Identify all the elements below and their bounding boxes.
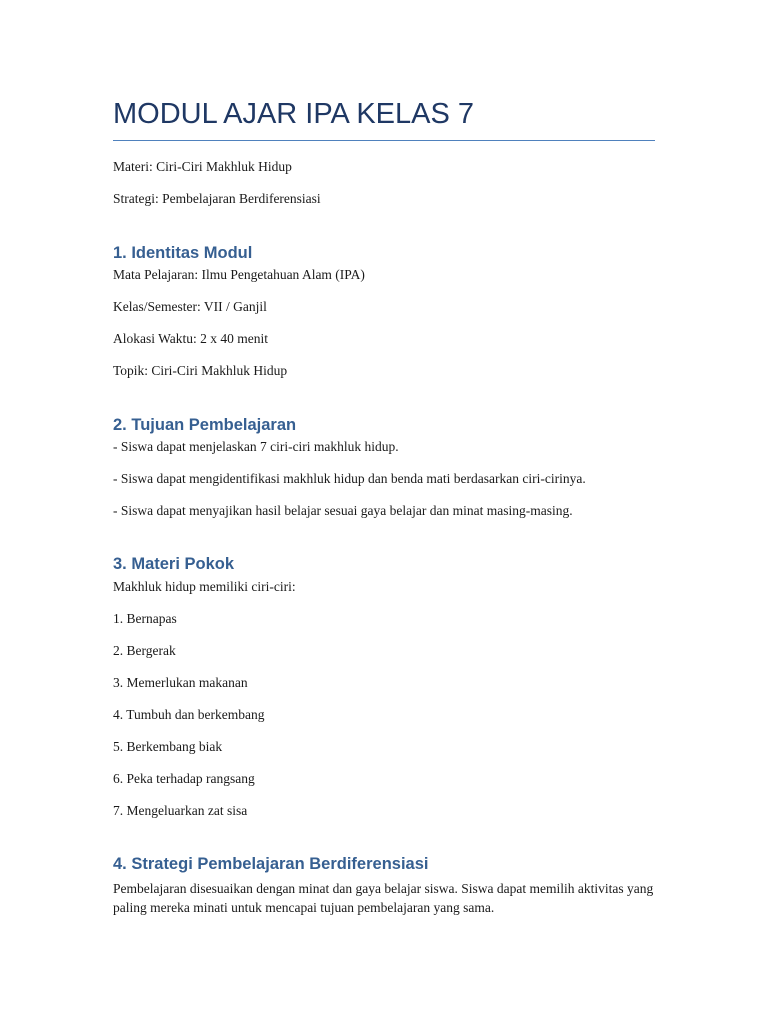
materi-list-item: 7. Mengeluarkan zat sisa bbox=[113, 803, 248, 818]
document-title: MODUL AJAR IPA KELAS 7 bbox=[113, 98, 475, 130]
tujuan-line: - Siswa dapat menjelaskan 7 ciri-ciri makhluk hidup. bbox=[113, 439, 399, 454]
materi-intro: Makhluk hidup memiliki ciri-ciri: bbox=[113, 579, 296, 594]
materi-list-item: 1. Bernapas bbox=[113, 611, 177, 626]
materi-list-item: 4. Tumbuh dan berkembang bbox=[113, 707, 265, 722]
identitas-line: Mata Pelajaran: Ilmu Pengetahuan Alam (IPA) bbox=[113, 267, 365, 282]
materi-list-item: 6. Peka terhadap rangsang bbox=[113, 771, 255, 786]
tujuan-line: - Siswa dapat mengidentifikasi makhluk hidup dan benda mati berdasarkan ciri-cirinya. bbox=[113, 471, 586, 486]
intro-strategi: Strategi: Pembelajaran Berdiferensiasi bbox=[113, 191, 321, 206]
title-underline bbox=[113, 140, 655, 141]
section-heading-strategi: 4. Strategi Pembelajaran Berdiferensiasi bbox=[113, 855, 429, 873]
strategi-paragraph: Pembelajaran disesuaikan dengan minat dan gaya belajar siswa. Siswa dapat memilih aktivitas yang paling mereka minati untuk mencapai tujuan pembelajaran yang sama. bbox=[113, 881, 654, 915]
materi-list-item: 5. Berkembang biak bbox=[113, 739, 223, 754]
materi-list-item: 2. Bergerak bbox=[113, 643, 176, 658]
identitas-line: Alokasi Waktu: 2 x 40 menit bbox=[113, 331, 269, 346]
section-heading-identitas: 1. Identitas Modul bbox=[113, 244, 253, 262]
identitas-line: Kelas/Semester: VII / Ganjil bbox=[113, 299, 267, 314]
materi-list-item: 3. Memerlukan makanan bbox=[113, 675, 248, 690]
section-heading-materi: 3. Materi Pokok bbox=[113, 555, 235, 573]
identitas-line: Topik: Ciri-Ciri Makhluk Hidup bbox=[113, 363, 288, 378]
intro-materi: Materi: Ciri-Ciri Makhluk Hidup bbox=[113, 159, 292, 174]
section-heading-tujuan: 2. Tujuan Pembelajaran bbox=[113, 416, 297, 434]
tujuan-line: - Siswa dapat menyajikan hasil belajar sesuai gaya belajar dan minat masing-masing. bbox=[113, 503, 573, 518]
